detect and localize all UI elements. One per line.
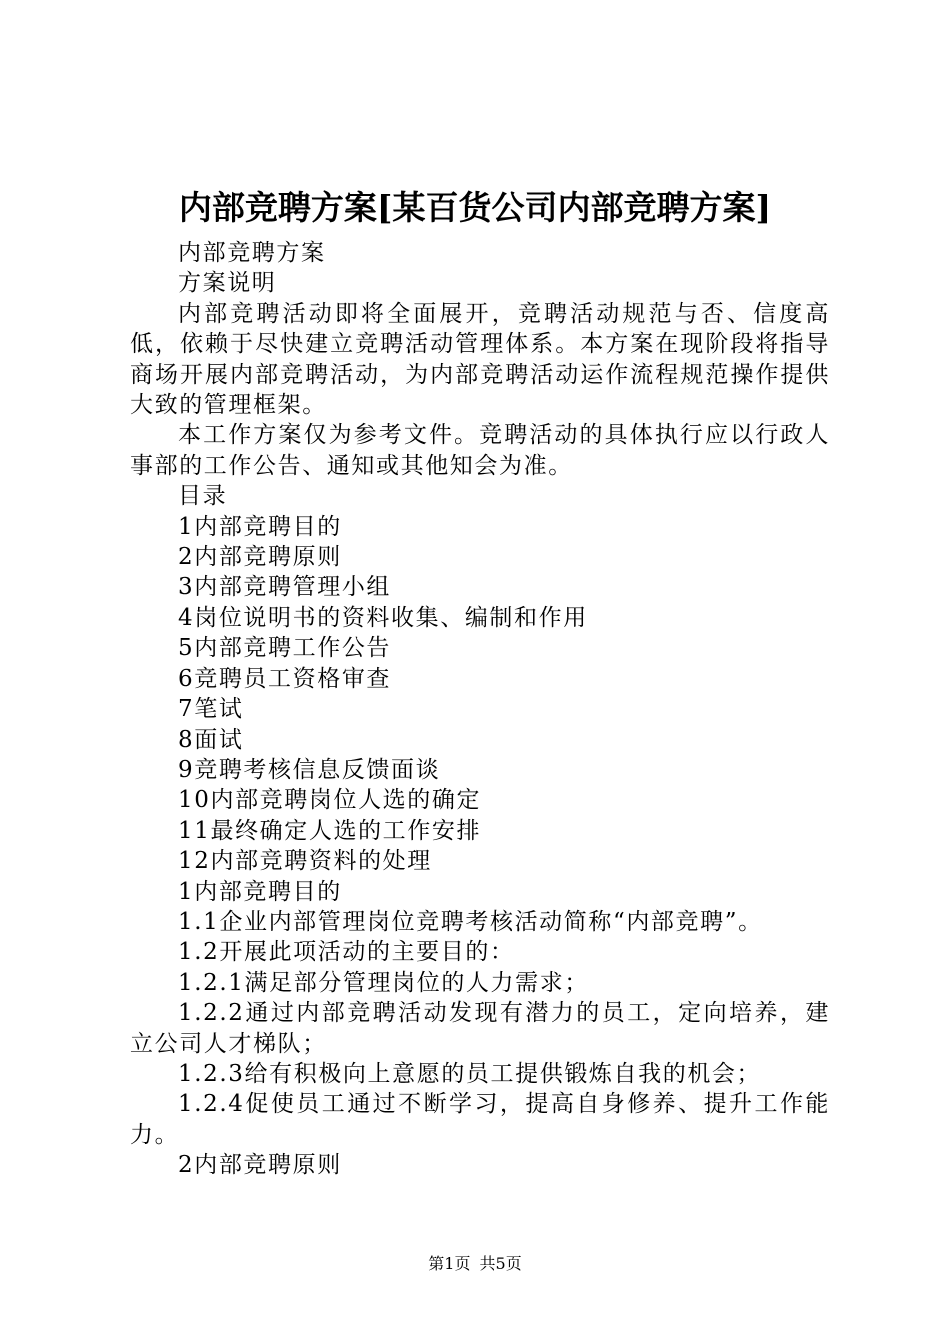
paragraph: 方案说明	[178, 270, 277, 297]
toc-item: 7笔试	[178, 696, 244, 723]
page-footer	[0, 1254, 950, 1274]
toc-item: 8面试	[178, 726, 244, 753]
toc-item: 11最终确定人选的工作安排	[178, 817, 482, 844]
paragraph: 本工作方案仅为参考文件。竞聘活动的具体执行应以行政人事部的工作公告、通知或其他知会为准。	[130, 422, 830, 479]
paragraph: 内部竞聘方案	[178, 240, 326, 266]
paragraph: 1.2.3给有积极向上意愿的员工提供锻炼自我的机会；	[178, 1060, 762, 1087]
paragraph: 1.2.1满足部分管理岗位的人力需求；	[178, 969, 589, 996]
toc-item: 12内部竞聘资料的处理	[178, 848, 432, 875]
paragraph: 1.1企业内部管理岗位竞聘考核活动简称“内部竞聘”。	[178, 908, 763, 935]
paragraph: 1.2.4促使员工通过不断学习，提高自身修养、提升工作能力。	[130, 1091, 830, 1148]
toc-item: 1内部竞聘目的	[178, 513, 342, 540]
document-title: 内部竞聘方案[某百货公司内部竞聘方案]	[178, 188, 772, 227]
section-heading: 1内部竞聘目的	[178, 878, 342, 905]
paragraph: 内部竞聘活动即将全面展开，竞聘活动规范与否、信度高低，依赖于尽快建立竞聘活动管理体系。本方案在现阶段将指导商场开展内部竞聘活动，为内部竞聘活动运作流程规范操作提供大致的管理框架。	[130, 300, 830, 419]
document-body	[130, 238, 830, 1181]
section-heading: 2内部竞聘原则	[178, 1152, 342, 1179]
paragraph: 1.2开展此项活动的主要目的：	[178, 939, 515, 966]
page-total: 共5页	[479, 1254, 522, 1273]
page-number: 第1页	[428, 1254, 471, 1273]
toc-heading: 目录	[178, 483, 228, 510]
toc-item: 10内部竞聘岗位人选的确定	[178, 787, 482, 814]
toc-item: 9竞聘考核信息反馈面谈	[178, 756, 441, 783]
toc-item: 2内部竞聘原则	[178, 544, 342, 571]
toc-item: 3内部竞聘管理小组	[178, 574, 392, 601]
toc-item: 4岗位说明书的资料收集、编制和作用	[178, 604, 588, 631]
toc-item: 5内部竞聘工作公告	[178, 635, 392, 662]
toc-item: 6竞聘员工资格审查	[178, 665, 392, 692]
paragraph: 1.2.2通过内部竞聘活动发现有潜力的员工，定向培养，建立公司人才梯队；	[130, 1000, 830, 1057]
